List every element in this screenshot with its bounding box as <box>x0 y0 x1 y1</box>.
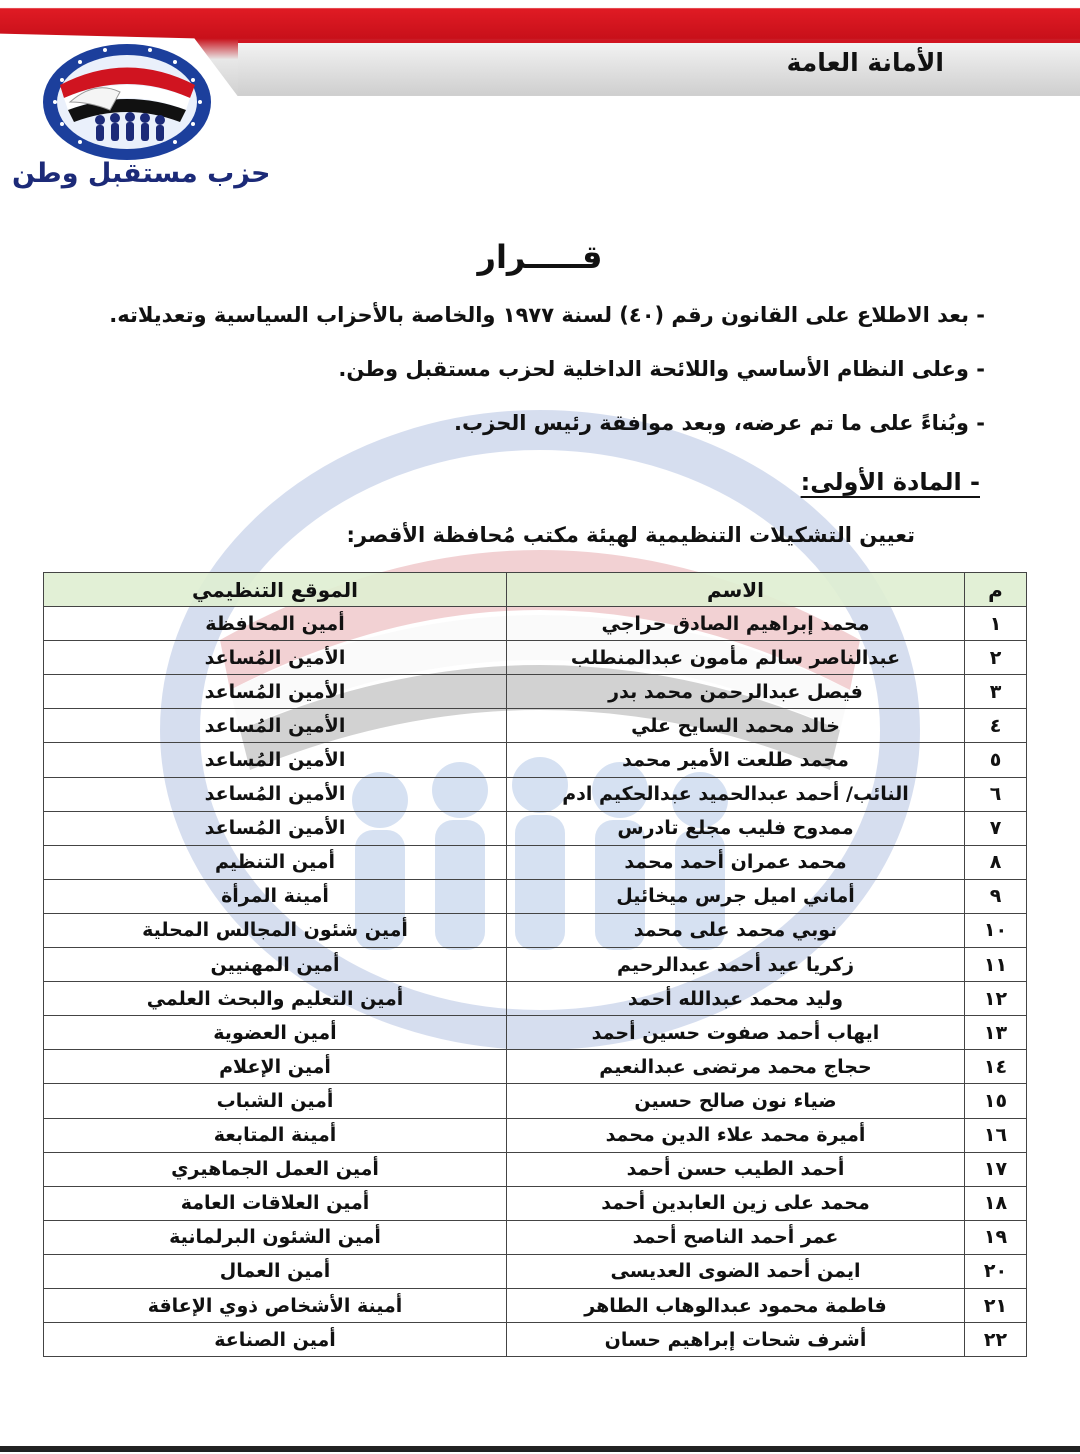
party-name-logo-text: حزب مستقبل وطن <box>12 158 271 189</box>
table-header-row <box>44 573 1027 607</box>
row-number-cell: ١١ <box>965 948 1027 982</box>
member-name-cell: أحمد الطيب حسن أحمد <box>507 1152 965 1186</box>
member-role-cell: أمينة المرأة <box>44 879 507 913</box>
decree-title: قـــــرار <box>477 238 603 276</box>
member-name-cell: محمد عمران أحمد محمد <box>507 845 965 879</box>
member-role-cell: الأمين المُساعد <box>44 743 507 777</box>
article-intro: تعيين التشكيلات التنظيمية لهيئة مكتب مُحافظة الأقصر: <box>346 523 915 547</box>
row-number-cell: ١٣ <box>965 1016 1027 1050</box>
member-name-cell: عبدالناصر سالم مأمون عبدالمنطلب <box>507 641 965 675</box>
table-row <box>44 879 1027 913</box>
table-row <box>44 1186 1027 1220</box>
row-number-cell: ١٤ <box>965 1050 1027 1084</box>
member-role-cell: أمين العضوية <box>44 1016 507 1050</box>
row-number-cell: ١٦ <box>965 1118 1027 1152</box>
table-row <box>44 777 1027 811</box>
table-row <box>44 1254 1027 1288</box>
table-row <box>44 641 1027 675</box>
member-name-cell: وليد محمد عبدالله أحمد <box>507 982 965 1016</box>
secretariat-title: الأمانة العامة <box>786 48 944 77</box>
row-number-cell: ١٩ <box>965 1220 1027 1254</box>
preamble-list <box>85 298 985 460</box>
member-name-cell: أميرة محمد علاء الدين محمد <box>507 1118 965 1152</box>
table-row <box>44 743 1027 777</box>
row-number-cell: ١٧ <box>965 1152 1027 1186</box>
member-role-cell: أمينة المتابعة <box>44 1118 507 1152</box>
header-role: الموقع التنظيمي <box>44 573 507 607</box>
member-name-cell: محمد إبراهيم الصادق حراجي <box>507 607 965 641</box>
member-name-cell: أماني اميل جرس ميخائيل <box>507 879 965 913</box>
table-row <box>44 709 1027 743</box>
member-name-cell: فاطمة محمود عبدالوهاب الطاهر <box>507 1288 965 1322</box>
table-row <box>44 1220 1027 1254</box>
header-name: الاسم <box>507 573 965 607</box>
table-row <box>44 982 1027 1016</box>
row-number-cell: ١٢ <box>965 982 1027 1016</box>
table-row <box>44 913 1027 947</box>
row-number-cell: ٨ <box>965 845 1027 879</box>
header-num: م <box>965 573 1027 607</box>
member-role-cell: الأمين المُساعد <box>44 811 507 845</box>
member-name-cell: النائب/ أحمد عبدالحميد عبدالحكيم ادم <box>507 777 965 811</box>
row-number-cell: ٣ <box>965 675 1027 709</box>
table-row <box>44 1288 1027 1322</box>
members-table <box>43 572 1027 1357</box>
row-number-cell: ٧ <box>965 811 1027 845</box>
member-role-cell: أمين شئون المجالس المحلية <box>44 913 507 947</box>
member-role-cell: أمين التنظيم <box>44 845 507 879</box>
row-number-cell: ٢١ <box>965 1288 1027 1322</box>
row-number-cell: ٢٢ <box>965 1323 1027 1357</box>
table-row <box>44 948 1027 982</box>
table-row <box>44 1152 1027 1186</box>
table-row <box>44 1050 1027 1084</box>
table-row <box>44 675 1027 709</box>
row-number-cell: ٦ <box>965 777 1027 811</box>
member-role-cell: أمين الشباب <box>44 1084 507 1118</box>
member-role-cell: أمين الشئون البرلمانية <box>44 1220 507 1254</box>
header-strip <box>238 40 1080 95</box>
member-name-cell: فيصل عبدالرحمن محمد بدر <box>507 675 965 709</box>
member-name-cell: ايمن أحمد الضوى العديسى <box>507 1254 965 1288</box>
member-name-cell: أشرف شحات إبراهيم حسان <box>507 1323 965 1357</box>
table-row <box>44 1084 1027 1118</box>
member-role-cell: الأمين المُساعد <box>44 675 507 709</box>
member-role-cell: الأمين المُساعد <box>44 641 507 675</box>
table-row <box>44 811 1027 845</box>
table-row <box>44 607 1027 641</box>
preamble-item: - وعلى النظام الأساسي واللائحة الداخلية لحزب مستقبل وطن. <box>338 357 985 381</box>
article-heading: - المادة الأولى: <box>800 468 980 496</box>
row-number-cell: ١٠ <box>965 913 1027 947</box>
member-role-cell: أمين العمل الجماهيري <box>44 1152 507 1186</box>
preamble-item: - بعد الاطلاع على القانون رقم (٤٠) لسنة ١٩٧٧ والخاصة بالأحزاب السياسية وتعديلاته. <box>109 303 985 327</box>
member-name-cell: حجاج محمد مرتضى عبدالنعيم <box>507 1050 965 1084</box>
member-name-cell: محمد على زين العابدين أحمد <box>507 1186 965 1220</box>
member-role-cell: أمين الإعلام <box>44 1050 507 1084</box>
member-role-cell: أمين العلاقات العامة <box>44 1186 507 1220</box>
member-name-cell: خالد محمد السايح علي <box>507 709 965 743</box>
row-number-cell: ٥ <box>965 743 1027 777</box>
member-role-cell: أمين المهنيين <box>44 948 507 982</box>
table-row <box>44 1016 1027 1050</box>
preamble-item: - وبُناءً على ما تم عرضه، وبعد موافقة رئيس الحزب. <box>454 411 985 435</box>
table-row <box>44 845 1027 879</box>
row-number-cell: ١ <box>965 607 1027 641</box>
row-number-cell: ١٥ <box>965 1084 1027 1118</box>
footer-line <box>0 1446 1080 1452</box>
member-role-cell: الأمين المُساعد <box>44 709 507 743</box>
member-name-cell: نوبي محمد على محمد <box>507 913 965 947</box>
party-logo-icon <box>40 40 215 165</box>
row-number-cell: ١٨ <box>965 1186 1027 1220</box>
member-role-cell: أمين التعليم والبحث العلمي <box>44 982 507 1016</box>
member-name-cell: عمر أحمد الناصح أحمد <box>507 1220 965 1254</box>
member-role-cell: أمين المحافظة <box>44 607 507 641</box>
member-role-cell: أمينة الأشخاص ذوي الإعاقة <box>44 1288 507 1322</box>
member-name-cell: ضياء نون صالح حسين <box>507 1084 965 1118</box>
member-name-cell: زكريا عيد أحمد عبدالرحيم <box>507 948 965 982</box>
table-row <box>44 1323 1027 1357</box>
member-name-cell: ايهاب أحمد صفوت حسين أحمد <box>507 1016 965 1050</box>
member-role-cell: أمين العمال <box>44 1254 507 1288</box>
member-name-cell: ممدوح فليب مجلع تادرس <box>507 811 965 845</box>
member-role-cell: أمين الصناعة <box>44 1323 507 1357</box>
row-number-cell: ٢ <box>965 641 1027 675</box>
member-role-cell: الأمين المُساعد <box>44 777 507 811</box>
member-name-cell: محمد طلعت الأمير محمد <box>507 743 965 777</box>
row-number-cell: ٢٠ <box>965 1254 1027 1288</box>
row-number-cell: ٩ <box>965 879 1027 913</box>
row-number-cell: ٤ <box>965 709 1027 743</box>
table-row <box>44 1118 1027 1152</box>
